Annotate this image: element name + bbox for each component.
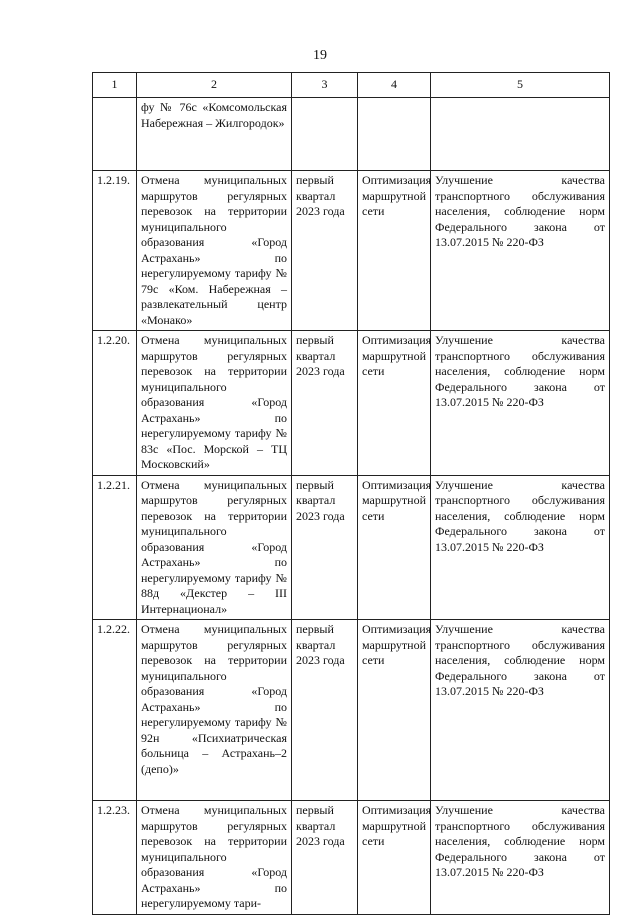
row-result: Улучшение качества транспортного обслуживания населения, соблюдение норм Федерального закона от 13.07.2015 № 220-ФЗ xyxy=(431,171,610,331)
header-row xyxy=(93,73,610,98)
row-term: первый квартал 2023 года xyxy=(292,331,358,476)
row-description: Отмена муниципальных маршрутов регулярных перевозок на территории муниципального образования «Город Астрахань» по нерегулируемому тарифу № 79с «Ком. Набережная – развлекательный центр «Монако» xyxy=(137,171,292,331)
row-number: 1.2.21. xyxy=(93,475,137,620)
row-description: Отмена муниципальных маршрутов регулярных перевозок на территории муниципального образования «Город Астрахань» по нерегулируемому тарифу № 88д «Декстер – III Интернационал» xyxy=(137,475,292,620)
row-number: 1.2.20. xyxy=(93,331,137,476)
row-result: Улучшение качества транспортного обслуживания населения, соблюдение норм Федерального закона от 13.07.2015 № 220-ФЗ xyxy=(431,475,610,620)
row-term: первый квартал 2023 года xyxy=(292,801,358,915)
table-row xyxy=(93,171,610,331)
row-result xyxy=(431,98,610,171)
row-description: Отмена муниципальных маршрутов регулярных перевозок на территории муниципального образования «Город Астрахань» по нерегулируемому тарифу № 92н «Психиатрическая больница – Астрахань–2 (депо)» xyxy=(137,620,292,801)
row-goal: Оптимизация маршрутной сети xyxy=(358,171,431,331)
row-goal: Оптимизация маршрутной сети xyxy=(358,801,431,915)
row-goal xyxy=(358,98,431,171)
header-col-2: 2 xyxy=(137,73,292,98)
row-result: Улучшение качества транспортного обслуживания населения, соблюдение норм Федерального закона от 13.07.2015 № 220-ФЗ xyxy=(431,620,610,801)
row-number: 1.2.23. xyxy=(93,801,137,915)
table-row xyxy=(93,475,610,620)
row-term: первый квартал 2023 года xyxy=(292,475,358,620)
row-term: первый квартал 2023 года xyxy=(292,171,358,331)
row-result: Улучшение качества транспортного обслуживания населения, соблюдение норм Федерального закона от 13.07.2015 № 220-ФЗ xyxy=(431,331,610,476)
row-description: Отмена муниципальных маршрутов регулярных перевозок на территории муниципального образования «Город Астрахань» по нерегулируемому тари- xyxy=(137,801,292,915)
header-col-3: 3 xyxy=(292,73,358,98)
row-description: Отмена муниципальных маршрутов регулярных перевозок на территории муниципального образования «Город Астрахань» по нерегулируемому тарифу № 83с «Пос. Морской – ТЦ Московский» xyxy=(137,331,292,476)
header-col-5: 5 xyxy=(431,73,610,98)
page-number: 19 xyxy=(313,48,327,63)
table-row xyxy=(93,620,610,801)
row-number: 1.2.22. xyxy=(93,620,137,801)
table-row-continuation xyxy=(93,98,610,171)
row-goal: Оптимизация маршрутной сети xyxy=(358,331,431,476)
table-row xyxy=(93,801,610,915)
row-result: Улучшение качества транспортного обслуживания населения, соблюдение норм Федерального закона от 13.07.2015 № 220-ФЗ xyxy=(431,801,610,915)
table-row xyxy=(93,331,610,476)
row-number xyxy=(93,98,137,171)
row-goal: Оптимизация маршрутной сети xyxy=(358,475,431,620)
measures-table xyxy=(92,72,610,915)
row-term: первый квартал 2023 года xyxy=(292,620,358,801)
row-goal: Оптимизация маршрутной сети xyxy=(358,620,431,801)
header-col-1: 1 xyxy=(93,73,137,98)
row-term xyxy=(292,98,358,171)
row-number: 1.2.19. xyxy=(93,171,137,331)
row-description: фу № 76с «Комсомольская Набережная – Жилгородок» xyxy=(137,98,292,171)
header-col-4: 4 xyxy=(358,73,431,98)
